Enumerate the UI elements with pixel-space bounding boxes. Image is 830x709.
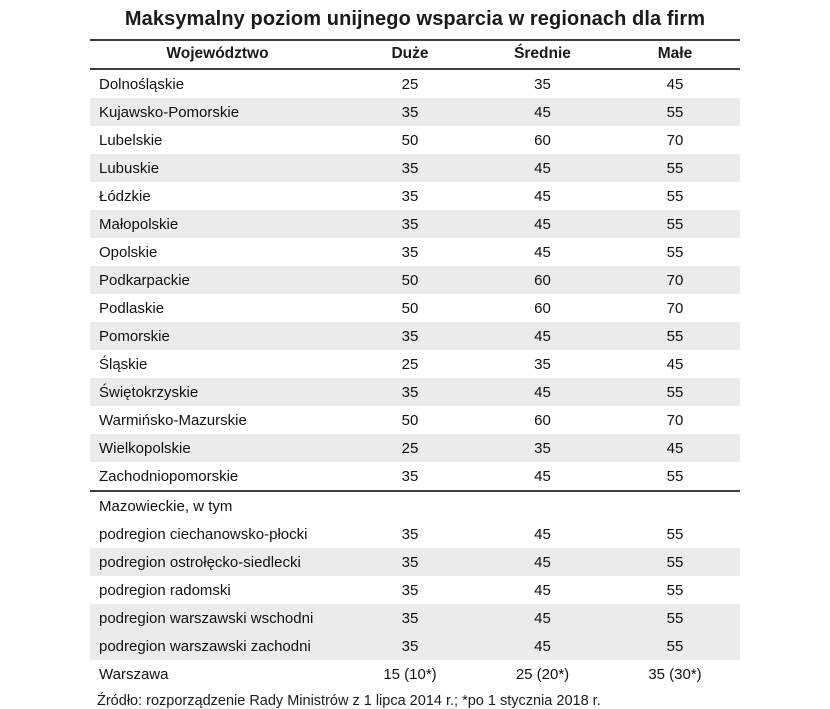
cell-small: 55: [610, 548, 740, 576]
cell-region: Łódzkie: [90, 182, 345, 210]
table-row: [90, 210, 740, 238]
cell-large: 35: [345, 182, 475, 210]
table-body: [90, 69, 740, 688]
cell-large: 35: [345, 548, 475, 576]
cell-large: 25: [345, 434, 475, 462]
cell-region: Podlaskie: [90, 294, 345, 322]
table-header-row: [90, 40, 740, 69]
cell-medium: 60: [475, 406, 610, 434]
table-row: [90, 294, 740, 322]
cell-medium: 45: [475, 154, 610, 182]
cell-large: 35: [345, 322, 475, 350]
cell-large: 35: [345, 520, 475, 548]
cell-medium: 45: [475, 576, 610, 604]
cell-region: Warszawa: [90, 660, 345, 688]
cell-region: Pomorskie: [90, 322, 345, 350]
table-row: [90, 266, 740, 294]
cell-small: 55: [610, 378, 740, 406]
cell-medium: 35: [475, 434, 610, 462]
cell-large: [345, 491, 475, 520]
cell-small: 70: [610, 294, 740, 322]
table-row: [90, 126, 740, 154]
cell-large: 35: [345, 576, 475, 604]
cell-region: Kujawsko-Pomorskie: [90, 98, 345, 126]
cell-medium: 60: [475, 294, 610, 322]
table-row: [90, 182, 740, 210]
cell-small: 55: [610, 182, 740, 210]
cell-large: 15 (10*): [345, 660, 475, 688]
cell-medium: 45: [475, 322, 610, 350]
cell-medium: 45: [475, 210, 610, 238]
cell-region: Warmińsko-Mazurskie: [90, 406, 345, 434]
cell-large: 50: [345, 406, 475, 434]
table-row: [90, 322, 740, 350]
support-levels-table: [90, 39, 740, 688]
cell-medium: 45: [475, 98, 610, 126]
cell-medium: 25 (20*): [475, 660, 610, 688]
cell-medium: 45: [475, 182, 610, 210]
cell-medium: 45: [475, 604, 610, 632]
cell-large: 35: [345, 604, 475, 632]
table-row: [90, 69, 740, 98]
cell-medium: 45: [475, 462, 610, 491]
source-note: Źródło: rozporządzenie Rady Ministrów z 1 lipca 2014 r.; *po 1 stycznia 2018 r.: [97, 693, 601, 709]
table-row: [90, 238, 740, 266]
cell-region: podregion warszawski wschodni: [90, 604, 345, 632]
cell-region: Podkarpackie: [90, 266, 345, 294]
table-row: [90, 154, 740, 182]
cell-small: 55: [610, 576, 740, 604]
cell-small: 55: [610, 632, 740, 660]
cell-region: Wielkopolskie: [90, 434, 345, 462]
table-row: [90, 520, 740, 548]
table-row: [90, 350, 740, 378]
page-title: Maksymalny poziom unijnego wsparcia w regionach dla firm: [124, 8, 706, 30]
table-group-header-row: [90, 491, 740, 520]
table-row: [90, 98, 740, 126]
cell-small: 55: [610, 604, 740, 632]
support-levels-table-wrap: [0, 39, 830, 688]
cell-medium: 45: [475, 378, 610, 406]
cell-small: 45: [610, 350, 740, 378]
cell-medium: 45: [475, 548, 610, 576]
cell-medium: 45: [475, 520, 610, 548]
cell-medium: 45: [475, 238, 610, 266]
table-row: [90, 462, 740, 491]
cell-large: 35: [345, 98, 475, 126]
cell-medium: 45: [475, 632, 610, 660]
cell-small: 70: [610, 126, 740, 154]
column-header-large: Duże: [345, 40, 475, 69]
cell-large: 35: [345, 154, 475, 182]
cell-large: 50: [345, 294, 475, 322]
cell-large: 25: [345, 69, 475, 98]
cell-region: Opolskie: [90, 238, 345, 266]
cell-region: podregion ciechanowsko-płocki: [90, 520, 345, 548]
cell-region: Śląskie: [90, 350, 345, 378]
cell-region: podregion radomski: [90, 576, 345, 604]
cell-region: Lubelskie: [90, 126, 345, 154]
cell-large: 35: [345, 378, 475, 406]
cell-small: 55: [610, 98, 740, 126]
cell-small: 45: [610, 434, 740, 462]
cell-region: podregion ostrołęcko-siedlecki: [90, 548, 345, 576]
cell-small: 55: [610, 154, 740, 182]
table-row: [90, 378, 740, 406]
cell-medium: 60: [475, 266, 610, 294]
cell-large: 35: [345, 632, 475, 660]
column-header-medium: Średnie: [475, 40, 610, 69]
cell-medium: 35: [475, 69, 610, 98]
table-row: [90, 548, 740, 576]
cell-large: 50: [345, 126, 475, 154]
table-row: [90, 406, 740, 434]
cell-group-label: Mazowieckie, w tym: [90, 491, 345, 520]
cell-small: 55: [610, 462, 740, 491]
cell-large: 35: [345, 238, 475, 266]
cell-small: [610, 491, 740, 520]
cell-medium: 35: [475, 350, 610, 378]
table-row: [90, 632, 740, 660]
cell-small: 70: [610, 406, 740, 434]
cell-large: 25: [345, 350, 475, 378]
cell-medium: [475, 491, 610, 520]
cell-large: 35: [345, 210, 475, 238]
cell-small: 35 (30*): [610, 660, 740, 688]
cell-region: Dolnośląskie: [90, 69, 345, 98]
cell-small: 55: [610, 322, 740, 350]
cell-region: Świętokrzyskie: [90, 378, 345, 406]
column-header-region: Województwo: [90, 40, 345, 69]
column-header-small: Małe: [610, 40, 740, 69]
table-row: [90, 434, 740, 462]
cell-region: podregion warszawski zachodni: [90, 632, 345, 660]
cell-small: 55: [610, 520, 740, 548]
table-row: [90, 660, 740, 688]
cell-small: 45: [610, 69, 740, 98]
cell-large: 35: [345, 462, 475, 491]
cell-small: 70: [610, 266, 740, 294]
cell-region: Lubuskie: [90, 154, 345, 182]
table-header: [90, 40, 740, 69]
cell-medium: 60: [475, 126, 610, 154]
cell-region: Zachodniopomorskie: [90, 462, 345, 491]
cell-large: 50: [345, 266, 475, 294]
cell-small: 55: [610, 210, 740, 238]
table-row: [90, 604, 740, 632]
cell-region: Małopolskie: [90, 210, 345, 238]
cell-small: 55: [610, 238, 740, 266]
